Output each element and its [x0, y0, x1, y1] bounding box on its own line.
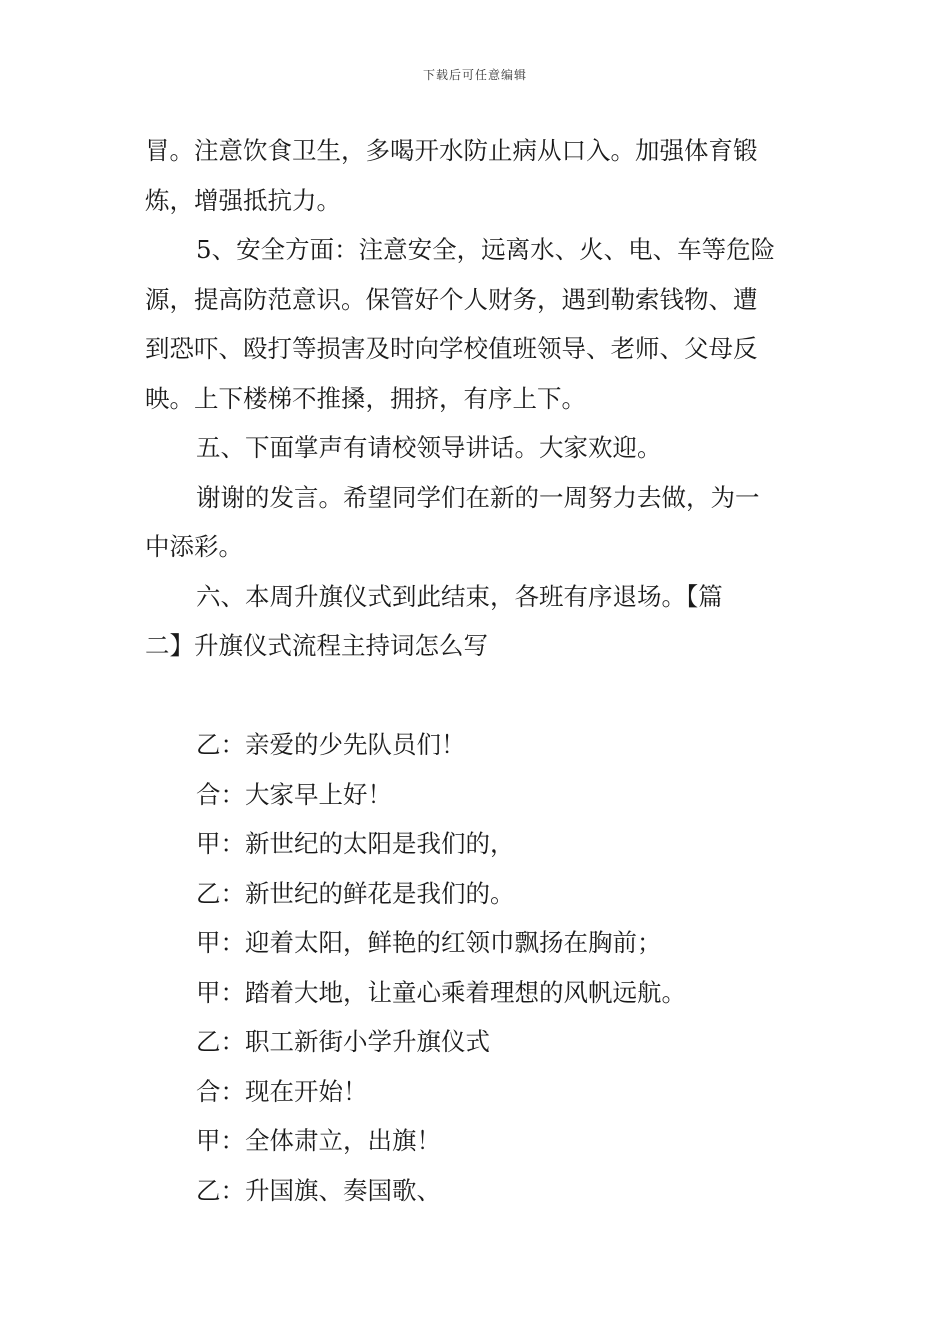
text-line: 到恐吓、殴打等损害及时向学校值班领导、老师、父母反: [145, 334, 758, 363]
text-line: 六、本周升旗仪式到此结束，各班有序退场。【篇: [196, 581, 723, 611]
text-line: 五、下面掌声有请校领导讲话。大家欢迎。: [196, 433, 662, 462]
dialogue-line: 合：大家早上好！: [196, 779, 392, 809]
dialogue-line: 甲：踏着大地，让童心乘着理想的风帆远航。: [196, 977, 686, 1007]
dialogue-line: 甲：全体肃立，出旗！: [196, 1126, 441, 1155]
dialogue-line: 乙：升国旗、奏国歌、: [196, 1175, 441, 1205]
page-header: 下载后可任意编辑: [422, 68, 527, 82]
dialogue-line: 甲：迎着太阳，鲜艳的红领巾飘扬在胸前；: [196, 928, 662, 957]
text-line: 5、安全方面：注意安全，远离水、火、电、车等危险: [196, 235, 776, 264]
document-body: [145, 126, 810, 1215]
text-line: 中添彩。: [145, 532, 243, 561]
text-line: 二】升旗仪式流程主持词怎么写: [145, 631, 488, 660]
dialogue-line: 合：现在开始！: [196, 1076, 368, 1106]
text-line: 冒。注意饮食卫生，多喝开水防止病从口入。加强体育锻: [145, 136, 758, 165]
text-line: 谢谢的发言。希望同学们在新的一周努力去做，为一: [196, 482, 760, 512]
dialogue-line: 乙：新世纪的鲜花是我们的。: [196, 878, 515, 908]
paragraph-spacer: [145, 671, 810, 721]
text-line: 映。上下楼梯不推搡，拥挤，有序上下。: [145, 383, 586, 413]
dialogue-line: 甲：新世纪的太阳是我们的，: [196, 829, 515, 858]
dialogue-line: 乙：亲爱的少先队员们！: [196, 730, 466, 759]
text-line: 源，提高防范意识。保管好个人财务，遇到勒索钱物、遭: [145, 284, 758, 314]
text-line: 炼，增强抵抗力。: [145, 185, 341, 215]
dialogue-line: 乙：职工新街小学升旗仪式: [196, 1027, 490, 1056]
